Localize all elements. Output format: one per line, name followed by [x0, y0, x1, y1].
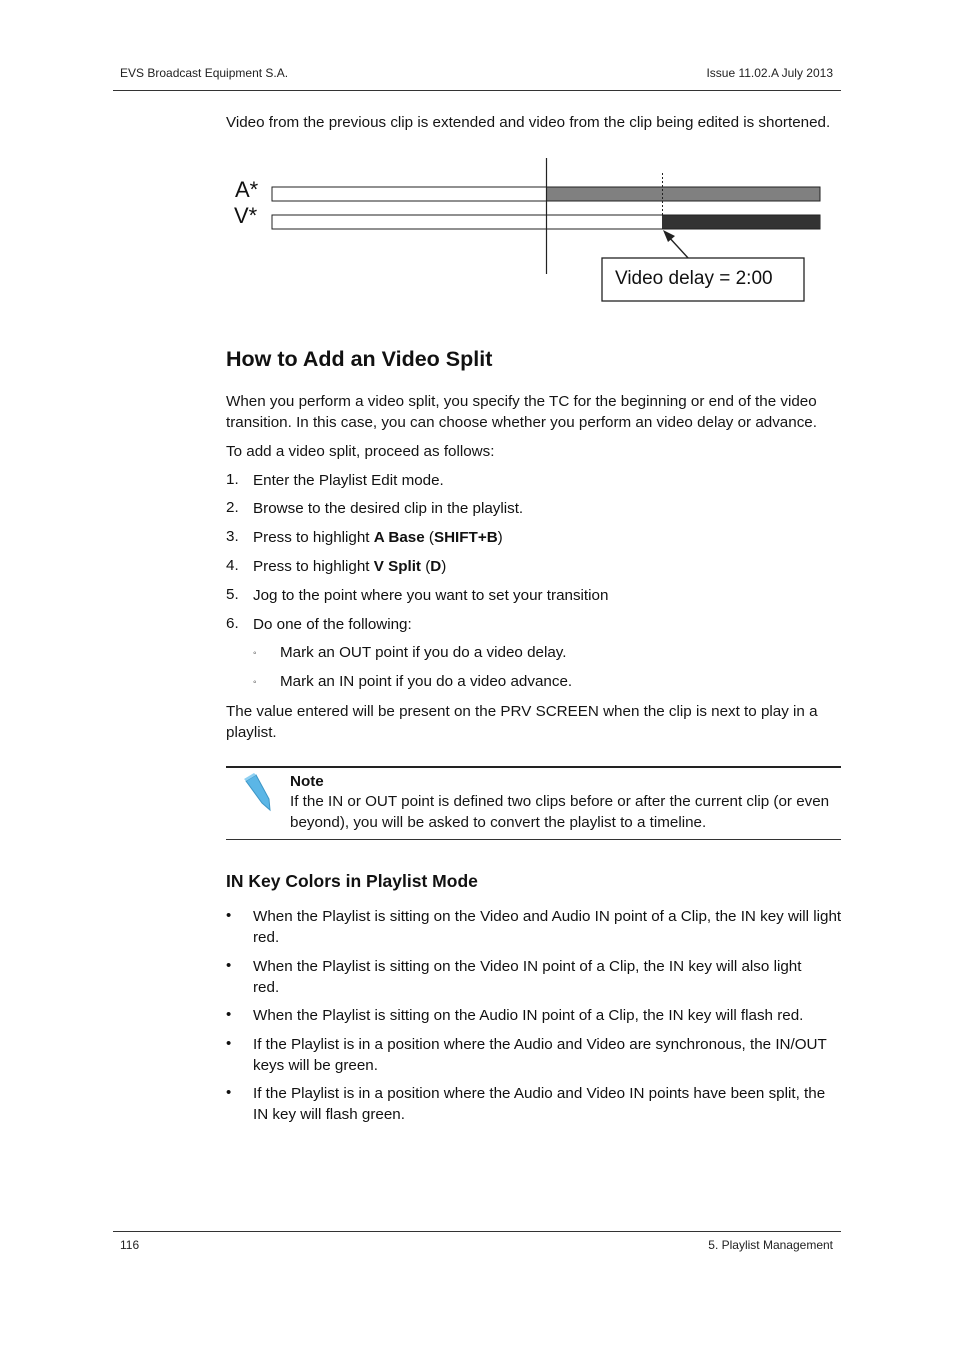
step-text: Do one of the following:: [253, 616, 412, 633]
step-number: 1.: [226, 471, 239, 488]
bullet-mark: •: [226, 957, 232, 974]
sub-bullet: ◦: [253, 648, 257, 659]
video-delay-diagram: [226, 155, 826, 305]
header-issue: Issue 11.02.A July 2013: [706, 66, 833, 80]
key-label: A Base: [373, 529, 425, 546]
step-number: 3.: [226, 528, 239, 545]
step-number: 2.: [226, 499, 239, 516]
note-text: If the IN or OUT point is defined two clips before or after the current clip (or even beyond), you will be asked to convert the playlist to a timeline.: [290, 793, 830, 831]
sub-item-text: Mark an IN point if you do a video advance.: [280, 673, 573, 690]
bullet-mark: •: [226, 1006, 232, 1023]
label-v: V*: [234, 203, 258, 228]
key-label: V Split: [373, 558, 421, 575]
shortcut-label: SHIFT+B: [433, 529, 498, 546]
step-text: Jog to the point where you want to set your transition: [253, 587, 609, 604]
step-text: Enter the Playlist Edit mode.: [253, 472, 444, 489]
bullet-item: If the Playlist is in a position where the Audio and Video are synchronous, the IN/OUT keys will be green.: [253, 1036, 827, 1074]
sub-item-text: Mark an OUT point if you do a video delay.: [280, 644, 567, 661]
step-text: Browse to the desired clip in the playlist.: [253, 500, 524, 517]
step-number: 6.: [226, 615, 239, 632]
callout-arrow-head: [663, 230, 675, 242]
pencil-icon: [243, 773, 273, 813]
bullet-mark: •: [226, 1084, 232, 1101]
bullet-item: When the Playlist is sitting on the Audio IN point of a Clip, the IN key will flash red.: [253, 1007, 804, 1024]
note-title: Note: [290, 773, 324, 790]
section-title: How to Add an Video Split: [226, 347, 493, 371]
step-number: 5.: [226, 586, 239, 603]
shortcut-label: D: [430, 558, 442, 575]
sub-bullet: ◦: [253, 677, 257, 688]
intro-text: Video from the previous clip is extended and video from the clip being edited is shortened.: [226, 114, 831, 131]
label-a: A*: [235, 177, 259, 202]
video-track-next-clip: [662, 216, 820, 229]
header-company: EVS Broadcast Equipment S.A.: [120, 66, 289, 80]
bullet-item: When the Playlist is sitting on the Video and Audio IN point of a Clip, the IN key will light red.: [253, 908, 842, 946]
note-bottom-rule: [226, 839, 841, 840]
header-rule: [113, 90, 841, 91]
bullet-mark: •: [226, 907, 232, 924]
bullet-item: If the Playlist is in a position where the Audio and Video IN points have been split, the IN key will flash green.: [253, 1085, 826, 1123]
callout-text: Video delay = 2:00: [615, 268, 773, 289]
bullet-mark: •: [226, 1035, 232, 1052]
step-number: 4.: [226, 557, 239, 574]
section-paragraph-1: When you perform a video split, you specify the TC for the beginning or end of the video transition. In this case, you can choose whether you perform an video delay or advance.: [226, 393, 817, 431]
note-top-rule: [226, 766, 841, 768]
audio-track-next-clip: [547, 188, 820, 201]
step-text: Press to highlight V Split (D): [253, 558, 447, 575]
section-paragraph-3: The value entered will be present on the PRV SCREEN when the clip is next to play in a playlist.: [226, 703, 818, 741]
section-paragraph-2: To add a video split, proceed as follows:: [226, 443, 495, 460]
footer-rule: [113, 1231, 841, 1232]
bullet-item: When the Playlist is sitting on the Video IN point of a Clip, the IN key will also light red.: [253, 958, 802, 996]
page-number: 116: [120, 1238, 140, 1252]
step-text: Press to highlight A Base (SHIFT+B): [253, 529, 503, 546]
footer-chapter: 5. Playlist Management: [708, 1238, 833, 1252]
section2-title: IN Key Colors in Playlist Mode: [226, 871, 478, 891]
